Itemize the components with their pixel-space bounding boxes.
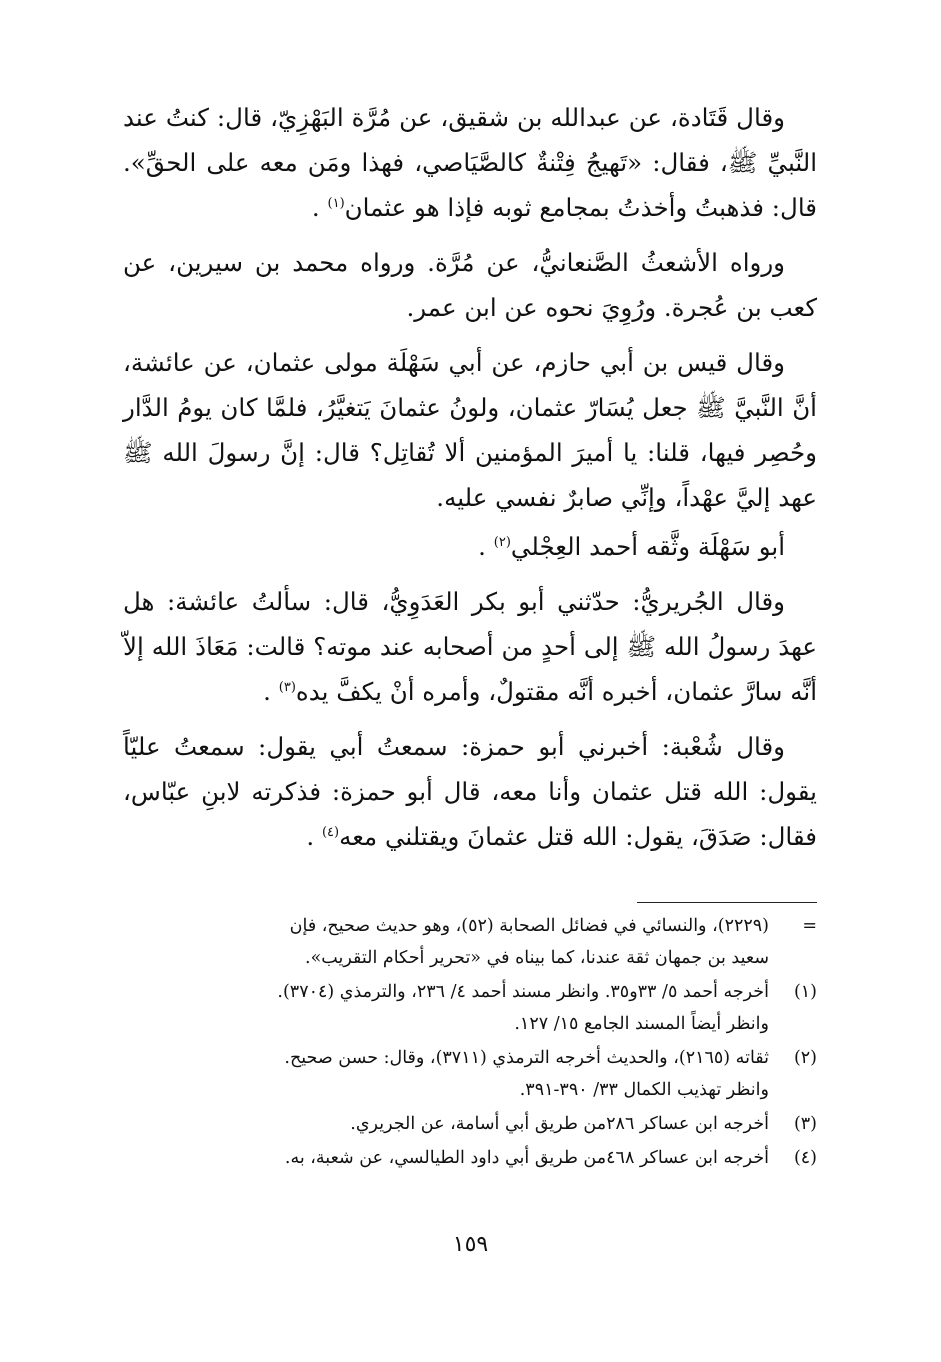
footnote-line: سعيد بن جمهان ثقة عندنا، كما بيناه في «تحرير أحكام التقريب». xyxy=(305,948,769,968)
footnotes xyxy=(123,910,817,1176)
paragraph-5 xyxy=(123,579,817,714)
footnote-mark: (٢) xyxy=(793,1048,817,1068)
main-text xyxy=(123,95,817,869)
paragraph-2: ورواه الأشعثُ الصَّنعانيُّ، عن مُرَّة. ورواه محمد بن سيرين، عن كعب بن عُجرة. ورُوِيَ نحوه عن ابن عمر. xyxy=(123,248,817,322)
footnote-line: أخرجه أحمد ٥/ ٣٣و٣٥. وانظر مسند أحمد ٤/ ٢٣٦، والترمذي (٣٧٠٤). xyxy=(277,982,769,1002)
footnote-mark: (١) xyxy=(793,982,817,1002)
paragraph-4-end: . xyxy=(478,532,486,561)
paragraph-3: وقال قيس بن أبي حازم، عن أبي سَهْلَة مولى عثمان، عن عائشة، أنَّ النَّبيَّ ﷺ جعل يُسَارّ عثمان، ولونُ عثمانَ يَتغيَّرُ، فلمَّا كان يومُ الدَّار وحُصِر فيها، قلنا: يا أميرَ المؤمنين ألا تُقاتِل؟ قال: إنَّ رسولَ الله ﷺ عهد إليَّ عهْداً، وإنِّي صابرٌ نفسي عليه. xyxy=(123,348,817,512)
paragraph-1-text: وقال قَتَادة، عن عبدالله بن شقيق، عن مُرَّة البَهْزِيّ، قال: كنتُ عند النَّبيِّ ﷺ، فقال: «تَهيجُ فِتْنةٌ كالصَّيَاصي، فهذا ومَن معه على الحقِّ». قال: فذهبتُ وأخذتُ بمجامع ثوبه فإذا هو عثمان xyxy=(123,103,817,222)
footnote-4 xyxy=(123,1142,817,1174)
paragraph-6 xyxy=(123,724,817,859)
footnote-ref-3[interactable]: (٣) xyxy=(278,679,296,695)
paragraph-6-text: وقال شُعْبة: أخبرني أبو حمزة: سمعتُ أبي يقول: سمعتُ عليّاً يقول: الله قتل عثمان وأنا معه، قال أبو حمزة: فذكرته لابنِ عبّاس، فقال: صَدَقَ، يقول: الله قتل عثمانَ ويقتلني معه xyxy=(123,732,817,851)
footnote-1 xyxy=(123,976,817,1040)
footnote-ref-2[interactable]: (٢) xyxy=(493,534,511,550)
footnote-line: أخرجه ابن عساكر ٤٦٨من طريق أبي داود الطيالسي، عن شعبة، به. xyxy=(284,1148,769,1168)
footnote-mark: (٣) xyxy=(793,1114,817,1134)
paragraph-1 xyxy=(123,95,817,230)
footnote-line: أخرجه ابن عساكر ٢٨٦من طريق أبي أسامة، عن الجريري. xyxy=(350,1114,769,1134)
paragraph-4-text: أبو سَهْلَة وثَّقه أحمد العِجْلي xyxy=(510,532,785,561)
footnote-mark: = xyxy=(802,916,817,936)
paragraph-5-text: وقال الجُريريُّ: حدّثني أبو بكر العَدَوِيُّ، قال: سألتُ عائشة: هل عهدَ رسولُ الله ﷺ إلى أحدٍ من أصحابه عند موته؟ قالت: مَعَاذَ الله إلاّ أنَّه سارَّ عثمان، أخبره أنَّه مقتولٌ، وأمره أنْ يكفَّ يده xyxy=(123,587,817,706)
footnote-line: (٢٢٢٩)، والنسائي في فضائل الصحابة (٥٢)، وهو حديث صحيح، فإن xyxy=(289,916,769,936)
footnote-mark: (٤) xyxy=(793,1148,817,1168)
footnote-continuation xyxy=(123,910,817,974)
paragraph-4 xyxy=(123,524,817,569)
footnote-divider xyxy=(637,902,817,903)
footnote-3 xyxy=(123,1108,817,1140)
footnote-ref-1[interactable]: (١) xyxy=(327,195,345,211)
footnote-2 xyxy=(123,1042,817,1106)
paragraph-5-end: . xyxy=(263,677,271,706)
footnote-ref-4[interactable]: (٤) xyxy=(321,824,340,840)
footnote-line: وانظر أيضاً المسند الجامع ١٥/ ١٢٧. xyxy=(514,1014,769,1034)
footnote-line: وانظر تهذيب الكمال ٣٣/ ٣٩٠-٣٩١. xyxy=(519,1080,769,1100)
footnote-line: ثقاته (٢١٦٥)، والحديث أخرجه الترمذي (٣٧١١)، وقال: حسن صحيح. xyxy=(284,1048,769,1068)
paragraph-1-end: . xyxy=(311,193,320,222)
paragraph-6-end: . xyxy=(306,822,315,851)
page-number: ١٥٩ xyxy=(452,1232,489,1257)
